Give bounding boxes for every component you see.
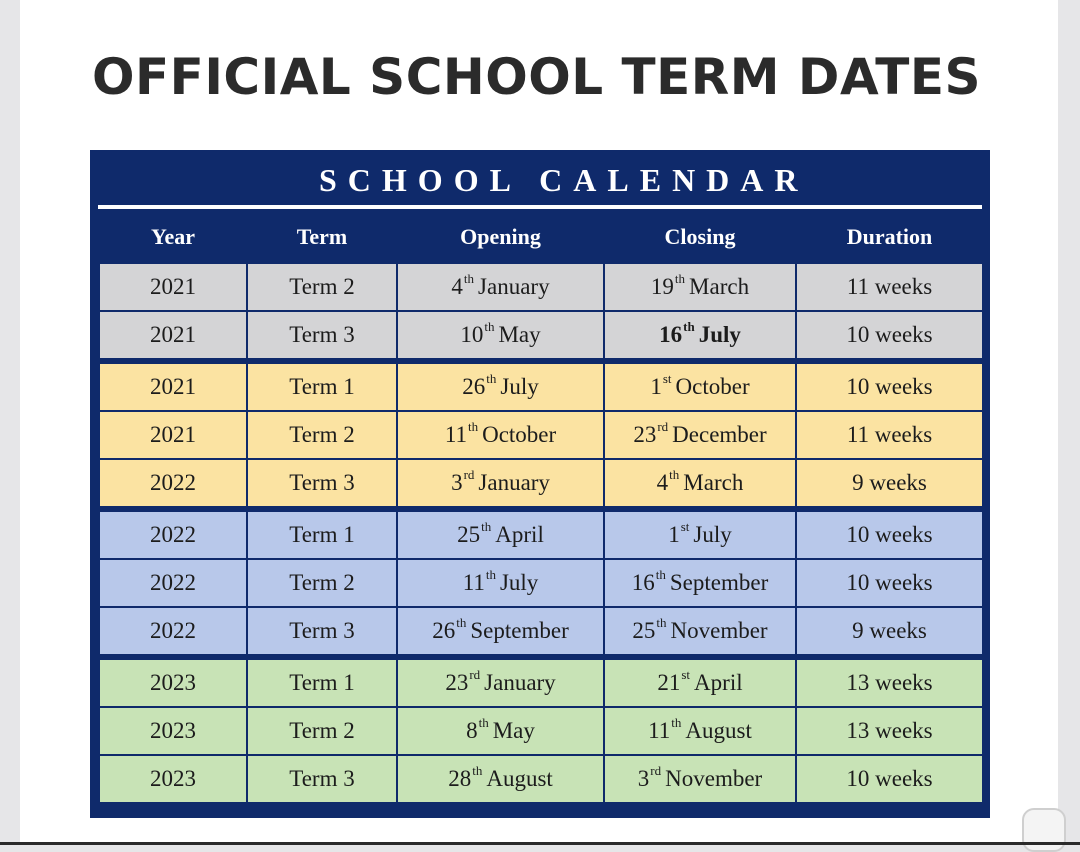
closing-month: November [665, 766, 763, 791]
closing-ordinal-suffix: th [656, 615, 667, 630]
table-row [99, 311, 983, 361]
cell-opening [397, 361, 604, 411]
cell-opening [397, 311, 604, 361]
table-row [99, 607, 983, 657]
cell-term: Term 1 [247, 509, 397, 559]
closing-month: April [694, 670, 743, 695]
table-row [99, 657, 983, 707]
table-row [99, 361, 983, 411]
cell-opening [397, 459, 604, 509]
cell-term: Term 1 [247, 361, 397, 411]
closing-ordinal-suffix: th [674, 271, 686, 286]
cell-closing [604, 263, 796, 311]
closing-day: 16 [659, 322, 683, 347]
cell-closing [604, 559, 796, 607]
cell-closing [604, 311, 796, 361]
column-header-term: Term [296, 224, 348, 249]
closing-month: December [672, 422, 767, 447]
closing-day: 3 [637, 766, 650, 791]
closing-day: 19 [650, 274, 674, 299]
cell-opening [397, 755, 604, 803]
opening-ordinal-suffix: th [456, 615, 467, 630]
corner-fab-edge [1022, 808, 1066, 852]
cell-opening [397, 509, 604, 559]
opening-day: 28 [448, 766, 472, 791]
opening-month: May [498, 322, 541, 347]
cell-year: 2023 [99, 755, 247, 803]
column-header-year: Year [151, 224, 195, 249]
opening-ordinal-suffix: th [484, 319, 495, 334]
closing-month: July [693, 522, 732, 547]
closing-month: September [669, 570, 769, 595]
cell-term: Term 2 [247, 707, 397, 755]
cell-opening [397, 657, 604, 707]
cell-opening [397, 559, 604, 607]
cell-term: Term 2 [247, 411, 397, 459]
opening-ordinal-suffix: th [486, 371, 497, 386]
closing-month: August [685, 718, 752, 743]
opening-ordinal-suffix: rd [463, 467, 475, 482]
cell-duration: 10 weeks [796, 361, 983, 411]
closing-month: October [675, 374, 750, 399]
opening-month: January [484, 670, 556, 695]
closing-ordinal-suffix: st [681, 667, 691, 682]
cell-duration: 13 weeks [796, 657, 983, 707]
opening-month: October [482, 422, 557, 447]
cell-closing [604, 459, 796, 509]
opening-ordinal-suffix: th [481, 519, 492, 534]
cell-closing [604, 755, 796, 803]
heading-rule [98, 205, 982, 209]
opening-ordinal-suffix: rd [469, 667, 481, 682]
page-title: OFFICIAL SCHOOL TERM DATES [92, 48, 982, 106]
cell-opening [397, 263, 604, 311]
cell-year: 2021 [99, 411, 247, 459]
table-row [99, 755, 983, 803]
cell-year: 2021 [99, 263, 247, 311]
column-header-duration: Duration [846, 224, 933, 249]
cell-year: 2022 [99, 607, 247, 657]
closing-day: 21 [657, 670, 681, 695]
cell-year: 2022 [99, 459, 247, 509]
cell-duration: 10 weeks [796, 559, 983, 607]
cell-closing [604, 607, 796, 657]
closing-day: 16 [631, 570, 655, 595]
table-row [99, 411, 983, 459]
cell-duration: 10 weeks [796, 509, 983, 559]
opening-day: 3 [451, 470, 463, 495]
opening-ordinal-suffix: th [472, 763, 483, 778]
closing-day: 1 [650, 374, 662, 399]
opening-ordinal-suffix: th [463, 271, 475, 286]
closing-month: March [689, 274, 750, 299]
cell-year: 2022 [99, 559, 247, 607]
opening-ordinal-suffix: th [478, 715, 489, 730]
table-header-row [99, 212, 983, 263]
closing-ordinal-suffix: rd [650, 763, 662, 778]
opening-day: 26 [462, 374, 486, 399]
closing-ordinal-suffix: th [655, 567, 666, 582]
cell-opening [397, 707, 604, 755]
cell-year: 2021 [99, 311, 247, 361]
document-page [20, 0, 1058, 845]
opening-day: 4 [451, 274, 463, 299]
cell-opening [397, 607, 604, 657]
closing-month: November [670, 618, 768, 643]
cell-closing [604, 707, 796, 755]
opening-month: August [486, 766, 553, 791]
closing-month: July [698, 322, 741, 347]
cell-duration: 11 weeks [796, 263, 983, 311]
opening-month: January [478, 470, 550, 495]
opening-month: May [492, 718, 535, 743]
opening-day: 26 [432, 618, 456, 643]
cell-year: 2023 [99, 707, 247, 755]
table-body [99, 263, 983, 803]
closing-month: March [683, 470, 744, 495]
cell-year: 2021 [99, 361, 247, 411]
closing-day: 11 [648, 718, 671, 743]
cell-year: 2023 [99, 657, 247, 707]
closing-ordinal-suffix: th [669, 467, 680, 482]
cell-closing [604, 361, 796, 411]
cell-term: Term 1 [247, 657, 397, 707]
cell-term: Term 3 [247, 607, 397, 657]
term-dates-table [98, 212, 984, 804]
cell-term: Term 3 [247, 755, 397, 803]
cell-term: Term 3 [247, 459, 397, 509]
opening-day: 11 [444, 422, 467, 447]
table-row [99, 459, 983, 509]
closing-day: 23 [633, 422, 657, 447]
table-row [99, 707, 983, 755]
opening-day: 8 [466, 718, 478, 743]
closing-ordinal-suffix: th [671, 715, 682, 730]
cell-term: Term 2 [247, 559, 397, 607]
cell-closing [604, 509, 796, 559]
opening-month: July [500, 374, 539, 399]
closing-day: 1 [668, 522, 680, 547]
school-calendar [90, 150, 990, 818]
opening-day: 11 [462, 570, 485, 595]
opening-ordinal-suffix: th [485, 567, 496, 582]
cell-closing [604, 657, 796, 707]
opening-month: January [478, 274, 550, 299]
cell-duration: 10 weeks [796, 311, 983, 361]
cell-duration: 10 weeks [796, 755, 983, 803]
opening-month: July [499, 570, 539, 595]
closing-day: 25 [632, 618, 656, 643]
table-row [99, 263, 983, 311]
table-row [99, 509, 983, 559]
cell-closing [604, 411, 796, 459]
closing-ordinal-suffix: rd [657, 419, 669, 434]
cell-term: Term 2 [247, 263, 397, 311]
opening-day: 10 [460, 322, 484, 347]
opening-month: September [470, 618, 569, 643]
cell-opening [397, 411, 604, 459]
column-header-closing: Closing [664, 224, 736, 249]
cell-duration: 11 weeks [796, 411, 983, 459]
cell-duration: 9 weeks [796, 607, 983, 657]
cell-year: 2022 [99, 509, 247, 559]
opening-ordinal-suffix: th [467, 419, 479, 434]
opening-day: 25 [457, 522, 481, 547]
column-header-opening: Opening [460, 224, 541, 249]
opening-month: April [495, 522, 544, 547]
closing-ordinal-suffix: st [662, 371, 672, 386]
cell-term: Term 3 [247, 311, 397, 361]
closing-day: 4 [656, 470, 669, 495]
opening-day: 23 [445, 670, 469, 695]
cell-duration: 9 weeks [796, 459, 983, 509]
closing-ordinal-suffix: th [683, 319, 695, 334]
closing-ordinal-suffix: st [680, 519, 690, 534]
calendar-heading: SCHOOL CALENDAR [319, 162, 809, 198]
table-row [99, 559, 983, 607]
cell-duration: 13 weeks [796, 707, 983, 755]
